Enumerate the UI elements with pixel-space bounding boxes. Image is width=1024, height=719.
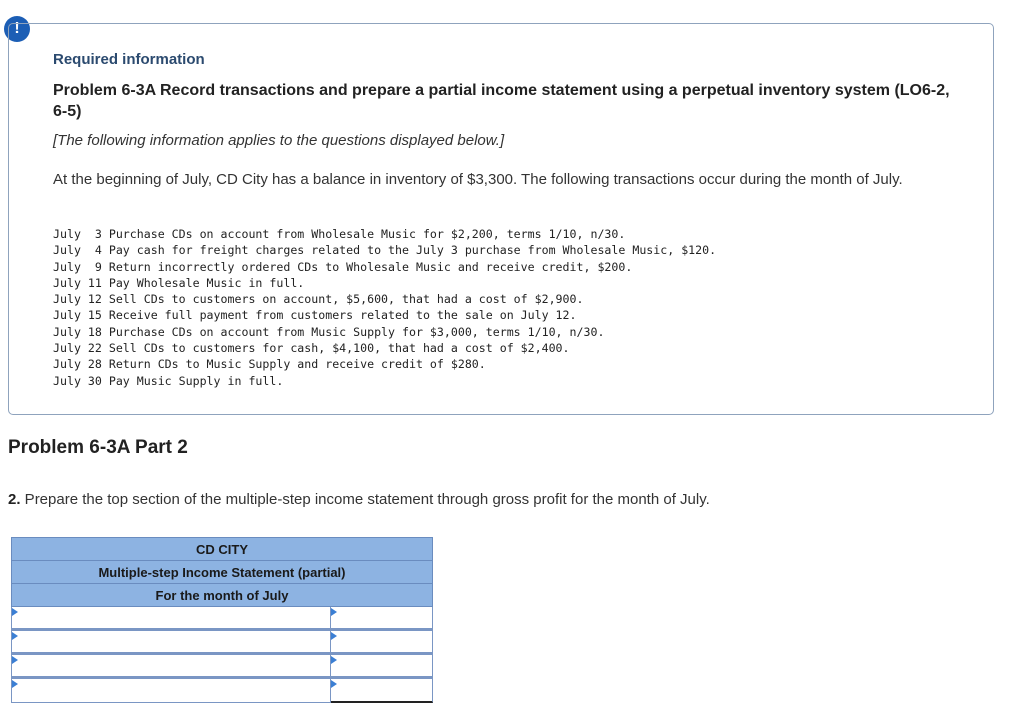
transaction-item: July 11 Pay Wholesale Music in full. [53,275,305,290]
intro-paragraph: At the beginning of July, CD City has a balance in inventory of $3,300. The following transactions occur during the month of July. [53,171,903,188]
account-label-cell[interactable] [11,679,331,703]
amount-cell[interactable] [331,679,433,703]
question-text [8,491,710,508]
row-divider [331,676,432,678]
amount-cell[interactable] [331,655,433,679]
transaction-item: July 9 Return incorrectly ordered CDs to Wholesale Music and receive credit, $200. [53,259,633,274]
row-divider [331,652,432,654]
question-body: Prepare the top section of the multiple-step income statement through gross profit for the month of July. [20,491,710,508]
statement-row [11,607,433,631]
transaction-item: July 12 Sell CDs to customers on account, $5,600, that had a cost of $2,900. [53,292,584,307]
statement-row [11,679,433,703]
row-divider [331,628,432,630]
account-label-input[interactable] [12,679,334,704]
row-divider [12,652,330,654]
statement-period: For the month of July [11,583,433,607]
amount-cell[interactable] [331,631,433,655]
row-divider [12,628,330,630]
question-number: 2. [8,491,21,508]
transaction-item: July 3 Purchase CDs on account from Wholesale Music for $2,200, terms 1/10, n/30. [53,227,626,241]
transaction-item: July 4 Pay cash for freight charges related to the July 3 purchase from Wholesale Music, $120. [53,243,717,258]
account-label-cell[interactable] [11,607,331,631]
transaction-item: July 30 Pay Music Supply in full. [53,373,284,388]
part-title: Problem 6-3A Part 2 [8,437,188,458]
statement-row [11,655,433,679]
amount-input[interactable] [331,679,436,703]
required-info-heading: Required information [53,51,205,68]
problem-title: Problem 6-3A Record transactions and prepare a partial income statement using a perpetual inventory system (LO6-2, 6-5) [53,82,950,120]
account-label-cell[interactable] [11,655,331,679]
account-label-cell[interactable] [11,631,331,655]
income-statement-table [11,537,433,703]
transaction-item: July 18 Purchase CDs on account from Music Supply for $3,000, terms 1/10, n/30. [53,324,605,339]
transaction-item: July 28 Return CDs to Music Supply and receive credit of $280. [53,357,486,372]
statement-title: Multiple-step Income Statement (partial) [11,560,433,583]
statement-row [11,631,433,655]
info-note: [The following information applies to the questions displayed below.] [53,132,505,149]
alert-icon: ! [4,16,30,42]
amount-cell[interactable] [331,607,433,631]
transaction-item: July 22 Sell CDs to customers for cash, $4,100, that had a cost of $2,400. [53,341,570,356]
transaction-list [53,226,716,389]
transaction-item: July 15 Receive full payment from customers related to the sale on July 12. [53,308,577,323]
statement-company: CD CITY [11,537,433,560]
row-divider [12,676,330,678]
required-info-panel [8,23,994,415]
